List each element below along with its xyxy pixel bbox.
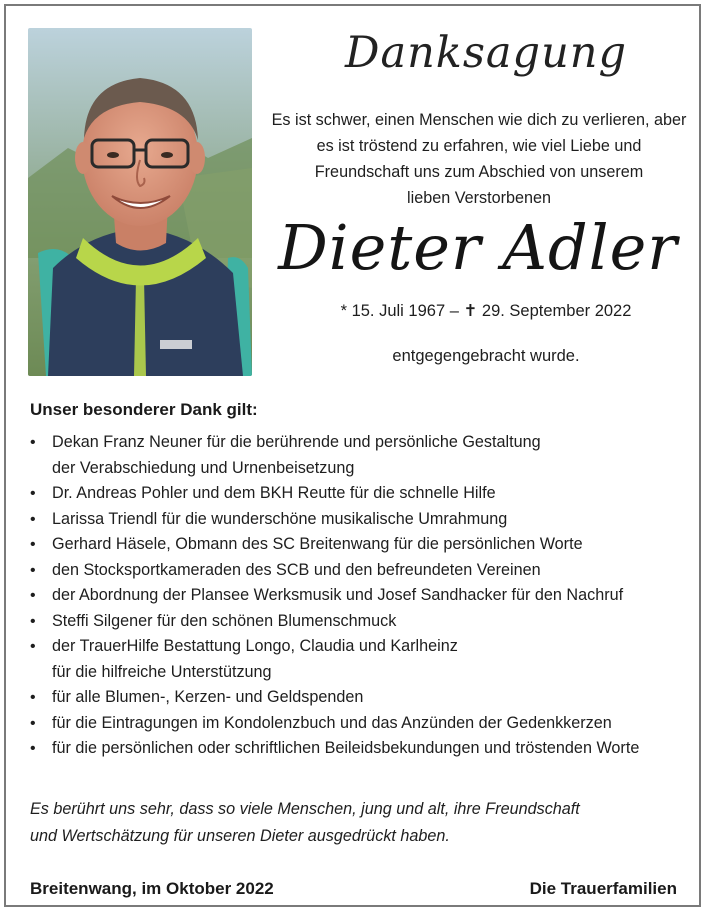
closing-line: und Wertschätzung für unseren Dieter ausgedrückt haben. [30,827,450,845]
list-item-line: • für die persönlichen oder schriftlichen Beileidsbekundungen und tröstenden Worte [52,739,640,757]
list-item [30,583,690,609]
intro-line: lieben Verstorbenen [407,189,551,207]
list-item [30,685,690,711]
list-item [30,532,690,558]
list-item-line: • Larissa Triendl für die wunderschöne musikalische Umrahmung [52,509,508,528]
list-item-line: • der TrauerHilfe Bestattung Longo, Claudia und Karlheinz [52,637,458,655]
intro-text [264,107,694,211]
portrait-photo [28,28,252,376]
list-item-line: • für alle Blumen-, Kerzen- und Geldspenden [52,688,364,706]
list-item [30,634,690,685]
place-date: Breitenwang, im Oktober 2022 [30,879,274,898]
list-item [30,558,690,584]
deceased-name: Dieter Adler [278,211,678,284]
signature: Die Trauerfamilien [529,879,677,898]
list-item-line: • den Stocksportkameraden des SCB und den befreundeten Vereinen [52,560,541,579]
closing-line: Es berührt uns sehr, dass so viele Menschen, jung und alt, ihre Freundschaft [30,800,580,818]
thanks-heading: Unser besonderer Dank gilt: [30,400,258,419]
list-item-line: • Steffi Silgener für den schönen Blumenschmuck [52,611,397,630]
list-item [30,507,690,533]
life-dates: * 15. Juli 1967 – ✝ 29. September 2022 [340,302,632,320]
intro-line: es ist tröstend zu erfahren, wie viel Liebe und [316,137,642,155]
list-item-line: • für die Eintragungen im Kondolenzbuch und das Anzünden der Gedenkkerzen [52,713,612,732]
list-item-line: • Dekan Franz Neuner für die berührende und persönliche Gestaltung [52,433,541,451]
list-item [30,609,690,635]
list-item [30,481,690,507]
closing-text [30,796,690,850]
received-text: entgegengebracht wurde. [392,347,580,365]
list-item [30,711,690,737]
list-item [30,736,690,762]
list-item-line: der Verabschiedung und Urnenbeisetzung [52,458,355,477]
list-item-line: • Dr. Andreas Pohler und dem BKH Reutte für die schnelle Hilfe [52,484,496,502]
page-title: Danksagung [344,28,627,78]
obituary-card [4,4,701,907]
list-item-line: • Gerhard Häsele, Obmann des SC Breitenwang für die persönlichen Worte [52,535,583,553]
list-item-line: • der Abordnung der Plansee Werksmusik und Josef Sandhacker für den Nachruf [52,586,624,604]
list-item-line: für die hilfreiche Unterstützung [52,662,272,681]
thanks-list [30,430,690,762]
intro-line: Freundschaft uns zum Abschied von unserem [314,163,644,181]
list-item [30,430,690,481]
intro-line: Es ist schwer, einen Menschen wie dich zu verlieren, aber [271,111,687,129]
